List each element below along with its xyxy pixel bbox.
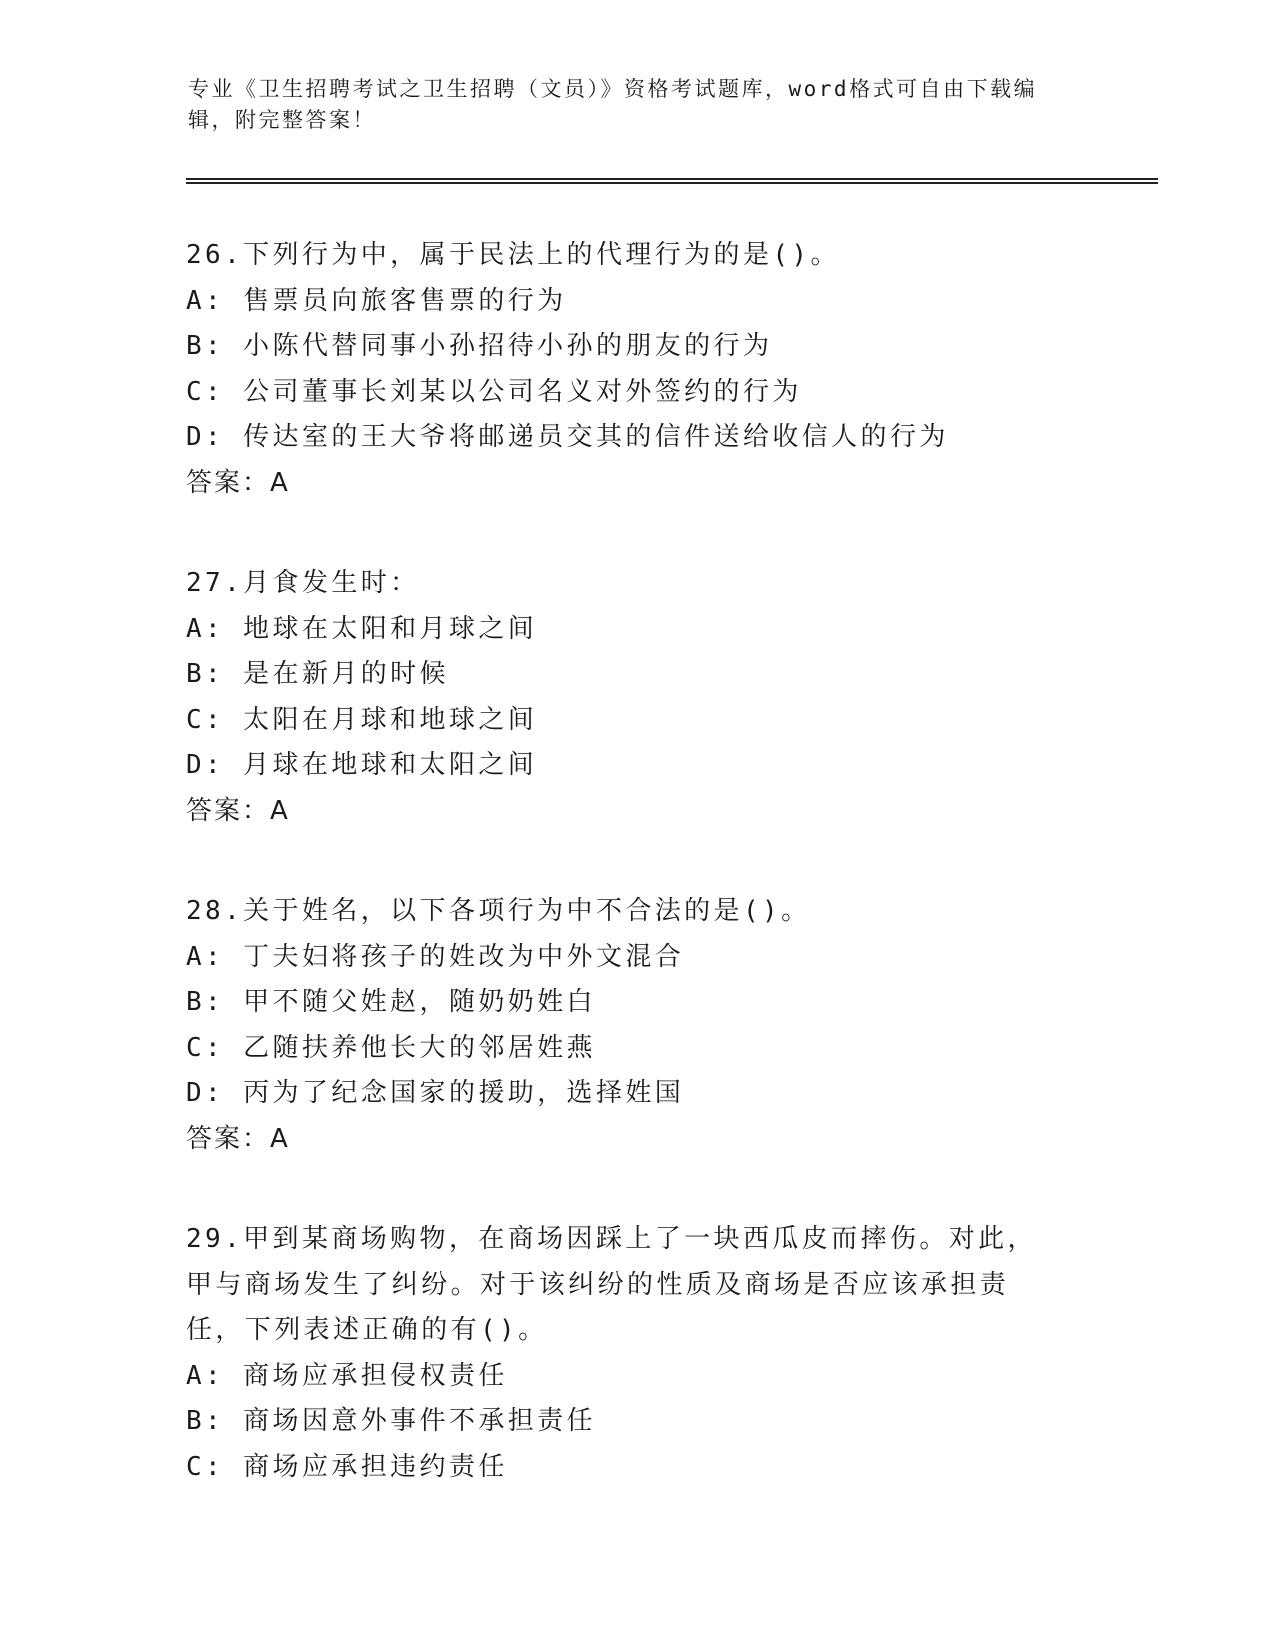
option-c: C: 乙随扶养他长大的邻居姓燕 <box>186 1032 596 1063</box>
option-c: C: 公司董事长刘某以公司名义对外签约的行为 <box>186 376 802 407</box>
option-c: C: 太阳在月球和地球之间 <box>186 704 538 735</box>
question-stem: 28.关于姓名，以下各项行为中不合法的是()。 <box>186 896 811 926</box>
header-double-rule <box>186 178 1158 184</box>
option-b: B: 甲不随父姓赵，随奶奶姓白 <box>186 987 596 1017</box>
option-b: B: 是在新月的时候 <box>186 659 449 689</box>
option-b: B: 小陈代替同事小孙招待小孙的朋友的行为 <box>186 331 773 361</box>
question-26 <box>186 233 1086 506</box>
option-d: D: 丙为了纪念国家的援助，选择姓国 <box>186 1078 685 1108</box>
option-d: D: 传达室的王大爷将邮递员交其的信件送给收信人的行为 <box>186 422 949 452</box>
question-stem: 27.月食发生时： <box>186 568 420 598</box>
question-stem: 29.甲到某商场购物，在商场因踩上了一块西瓜皮而摔伤。对此，甲与商场发生了纠纷。对于该纠纷的性质及商场是否应该承担责任，下列表述正确的有()。 <box>186 1224 1037 1345</box>
answer-line: 答案：A <box>186 1123 290 1154</box>
option-a: A: 地球在太阳和月球之间 <box>186 613 538 644</box>
answer-line: 答案：A <box>186 795 290 826</box>
option-b: B: 商场因意外事件不承担责任 <box>186 1406 596 1436</box>
option-d: D: 月球在地球和太阳之间 <box>186 750 538 780</box>
header-intro-text: 专业《卫生招聘考试之卫生招聘（文员）》资格考试题库，word格式可自由下载编辑，附完整答案！ <box>188 77 1038 132</box>
option-a: A: 售票员向旅客售票的行为 <box>186 285 567 316</box>
question-28 <box>186 889 1086 1162</box>
question-list <box>186 233 1086 1545</box>
question-stem: 26.下列行为中，属于民法上的代理行为的是()。 <box>186 240 840 270</box>
answer-line: 答案：A <box>186 467 290 498</box>
document-header <box>188 74 1068 136</box>
option-c: C: 商场应承担违约责任 <box>186 1451 508 1482</box>
question-27 <box>186 561 1086 834</box>
option-a: A: 丁夫妇将孩子的姓改为中外文混合 <box>186 941 685 972</box>
question-29 <box>186 1217 1086 1490</box>
option-a: A: 商场应承担侵权责任 <box>186 1360 508 1391</box>
